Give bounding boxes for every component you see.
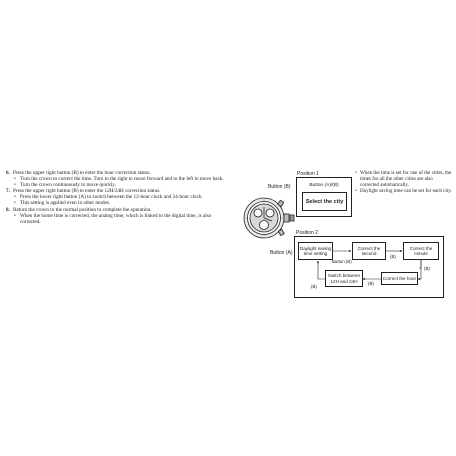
position-1-title: Position 1 [297,171,319,177]
bullet: • [14,200,16,207]
position-2-panel [294,236,444,298]
bullet: • [355,188,357,195]
bullet-text: Turn the crown to correct the time. Turn to the right to move forward and to the left to move back. [20,176,224,183]
step-8-bullet-1 [6,213,232,225]
bullet: • [355,170,357,176]
step-number: 6. [6,170,10,176]
note-1 [355,170,453,188]
select-city-box: Select the city [302,192,347,211]
step-text: Return the crown to the normal position to complete the operation. [13,206,152,213]
step-text: Press the upper right button (B) to enter the 12H/24H correction status. [13,188,161,195]
switch-12h-24h-box: Switch between 12H and 24H [325,270,363,287]
button-b-label: Button (B) [268,184,291,190]
note-2 [355,188,453,194]
button-a-label: Button (A) [270,250,293,256]
instructions [6,170,232,225]
step-number: 7. [6,188,10,195]
watch-illustration [238,195,296,241]
bullet: • [14,182,16,189]
position-2-title: Position 2 [296,230,318,236]
notes [355,170,453,194]
dst-setting-box: Daylight saving time setting [298,242,333,260]
bullet-text: When the home time is corrected, the analog time, which is linked to the digital time, is also corrected. [20,212,212,225]
arrow-label-hour-switch: (B) [368,281,374,286]
arrow-label-second-minute: (B) [390,254,396,259]
bullet: • [14,212,16,219]
correct-second-box: Correct the second [352,242,386,260]
bullet-text: This setting is applied even in other modes. [20,200,111,207]
step-text: Press the upper right button (B) to enter the hour correction status. [13,170,151,176]
arrow-label-switch-dst: (B) [311,284,317,289]
step-number: 8. [6,206,10,213]
arrow-label-minute-hour: (B) [424,266,430,271]
bullet: • [14,194,16,201]
note-text: Daylight saving time can be set for each city. [360,188,452,195]
position-1-buttons: Button (A)/(B) [309,183,339,188]
correct-hour-box: Correct the hour [381,272,418,285]
bullet-text: Press the lower right button (A) to switch between the 12-hour clock and 24-hour clock. [20,194,203,201]
position-1-panel [296,177,352,217]
note-text: When the time is set for one of the cities, the times for all the other cities are also corrected automatically. [360,170,452,189]
bullet: • [14,176,16,183]
arrow-label-dst-second: Button (B) [332,259,352,264]
bullet-text: Turn the crown continuously to move quickly. [20,182,116,189]
correct-minute-box: Correct the minute [403,242,439,260]
